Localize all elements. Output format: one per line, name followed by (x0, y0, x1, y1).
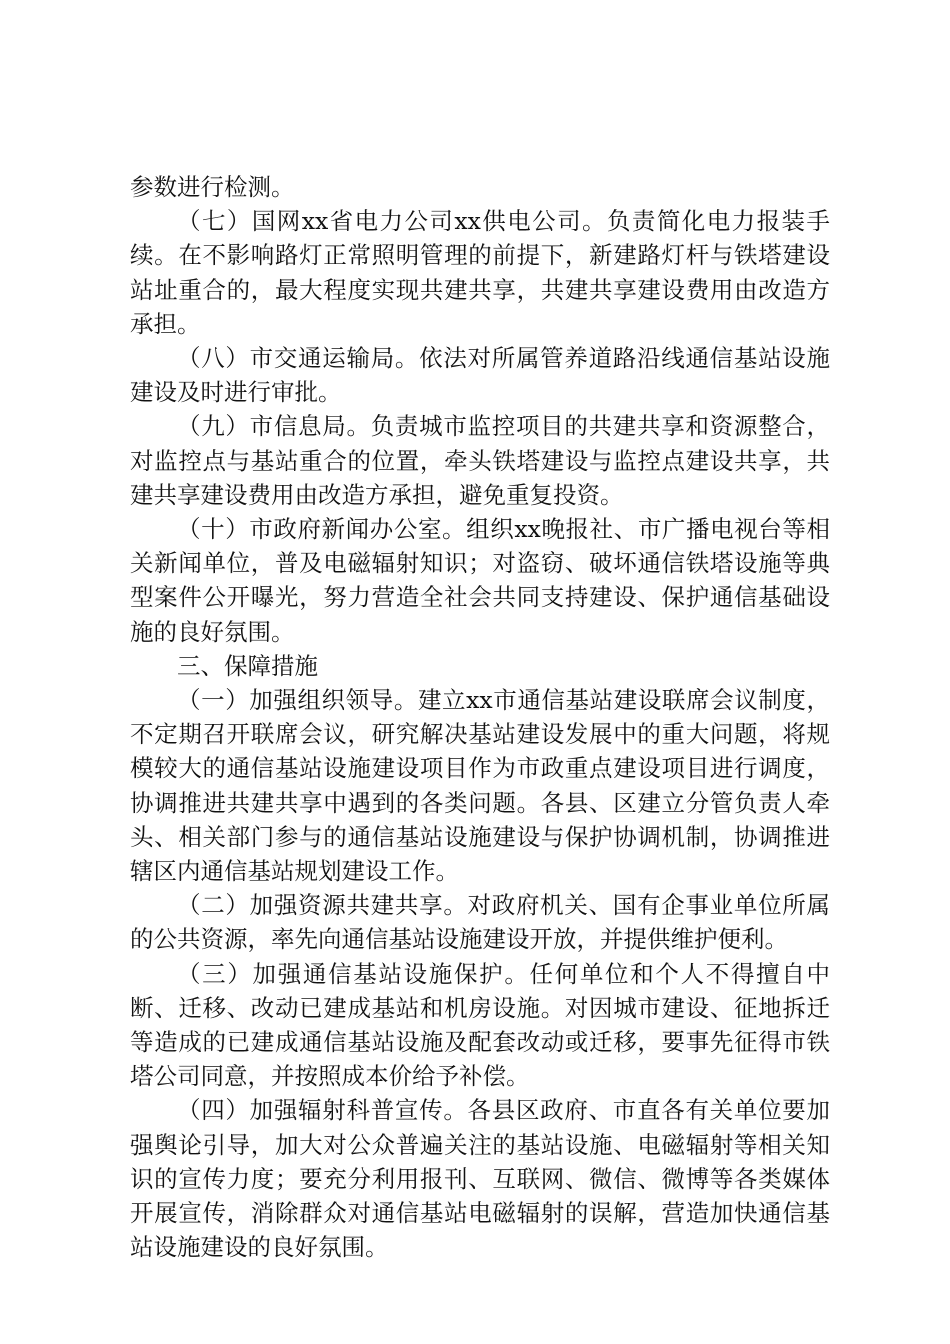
paragraph-power-company: （七）国网xx省电力公司xx供电公司。负责简化电力报装手续。在不影响路灯正常照明管理的前提下，新建路灯杆与铁塔建设站址重合的，最大程度实现共建共享，共建共享建设费用由改造方承担。 (130, 207, 830, 338)
document-body (130, 170, 830, 1265)
section-heading-safeguards: 三、保障措施 (177, 651, 318, 680)
paragraph-radiation-publicity: （四）加强辐射科普宣传。各县区政府、市直各有关单位要加强舆论引导，加大对公众普遍关注的基站设施、电磁辐射等相关知识的宣传力度；要充分利用报刊、互联网、微信、微博等各类媒体开展宣传，消除群众对通信基站电磁辐射的误解，营造加快通信基站设施建设的良好氛围。 (130, 1096, 830, 1262)
paragraph-organization-leadership: （一）加强组织领导。建立xx市通信基站建设联席会议制度，不定期召开联席会议，研究解决基站建设发展中的重大问题，将规模较大的通信基站设施建设项目作为市政重点建设项目进行调度，协调推进共建共享中遇到的各类问题。各县、区建立分管负责人牵头、相关部门参与的通信基站设施建设与保护协调机制，协调推进辖区内通信基站规划建设工作。 (130, 686, 830, 886)
paragraph-news-office: （十）市政府新闻办公室。组织xx晚报社、市广播电视台等相关新闻单位，普及电磁辐射知识；对盗窃、破坏通信铁塔设施等典型案件公开曝光，努力营造全社会共同支持建设、保护通信基础设施的良好氛围。 (130, 515, 830, 646)
paragraph-information-bureau: （九）市信息局。负责城市监控项目的共建共享和资源整合，对监控点与基站重合的位置，牵头铁塔建设与监控点建设共享，共建共享建设费用由改造方承担，避免重复投资。 (130, 412, 830, 509)
paragraph-resource-sharing: （二）加强资源共建共享。对政府机关、国有企事业单位所属的公共资源，率先向通信基站设施建设开放，并提供维护便利。 (130, 891, 830, 954)
paragraph-continuation: 参数进行检测。 (130, 173, 295, 201)
paragraph-transport-bureau: （八）市交通运输局。依法对所属管养道路沿线通信基站设施建设及时进行审批。 (130, 344, 830, 407)
paragraph-facility-protection: （三）加强通信基站设施保护。任何单位和个人不得擅自中断、迁移、改动已建成基站和机房设施。对因城市建设、征地拆迁等造成的已建成通信基站设施及配套改动或迁移，要事先征得市铁塔公司同意，并按照成本价给予补偿。 (130, 959, 830, 1091)
